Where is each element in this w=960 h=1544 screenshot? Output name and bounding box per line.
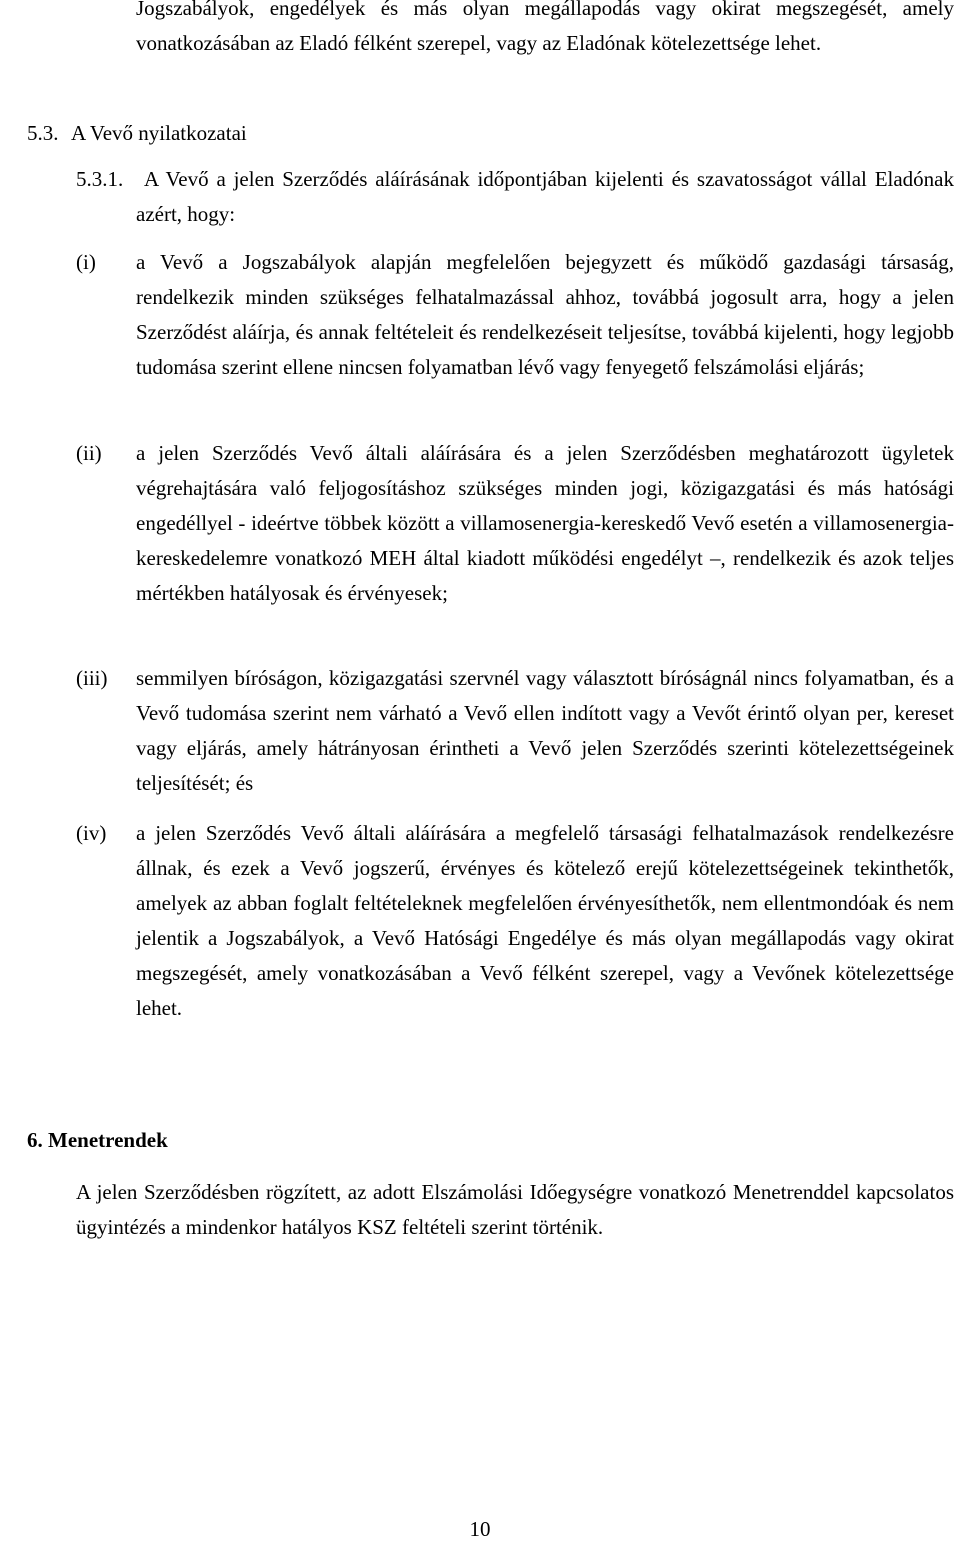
subsection-heading <box>27 116 247 151</box>
item-text: semmilyen bíróságon, közigazgatási szervnél vagy választott bíróságnál nincs folyamatban, és a Vevő tudomása szerint nem várható a Vevő ellen indított vagy a Vevőt érintő olyan per, kereset vagy eljárás, amely hátrányosan érintheti a Vevő jelen Szerződés szerinti kötelezettségeinek teljesítését; és <box>136 666 954 795</box>
item-text: a Vevő a Jogszabályok alapján megfelelően bejegyzett és működő gazdasági társaság, rendelkezik minden szükséges felhatalmazással ahhoz, továbbá jogosult arra, hogy a jelen Szerződést aláírja, és annak feltételeit és rendelkezéseit teljesítse, továbbá kijelenti, hogy legjobb tudomása szerint ellene nincsen folyamatban lévő vagy fenyegető felszámolási eljárás; <box>136 250 954 379</box>
item-text: a jelen Szerződés Vevő általi aláírására a megfelelő társasági felhatalmazások rendelkezésre állnak, és ezek a Vevő jogszerű, érvényes és kötelező erejű kötelezettségeinek tekinthetők, amelyek az abban foglalt feltételeknek megfelelően érvényesíthetők, nem ellentmondóak és nem jelentik a Jogszabályok, a Vevő Hatósági Engedélye és más olyan megállapodás vagy okirat megszegését, amely vonatkozásában a Vevő félként szerepel, vagy a Vevőnek kötelezettsége lehet. <box>136 821 954 1020</box>
item-label: (iv) <box>76 821 107 845</box>
item-label: (iii) <box>76 666 108 690</box>
section-heading: 6. Menetrendek <box>27 1128 168 1152</box>
item-text: a jelen Szerződés Vevő általi aláírására és a jelen Szerződésben meghatározott ügyletek végrehajtására való feljogosításhoz szükséges minden jogi, közigazgatási és más hatósági engedéllyel - ideértve többek között a villamosenergia-kereskedő Vevő esetén a villamosenergia-kereskedelemre vonatkozó MEH által kiadott működési engedélyt –, rendelkezik és azok teljes mértékben hatályosak és érvényesek; <box>136 441 954 605</box>
subsection-number: 5.3. <box>27 121 59 145</box>
clause-number: 5.3.1. <box>76 167 124 191</box>
item-label: (ii) <box>76 441 102 465</box>
intro-paragraph: Jogszabályok, engedélyek és más olyan megállapodás vagy okirat megszegését, amely vonatkozásában az Eladó félként szerepel, vagy az Eladónak kötelezettsége lehet. <box>136 0 954 55</box>
section-text: A jelen Szerződésben rögzített, az adott Elszámolási Időegységre vonatkozó Menetrenddel kapcsolatos ügyintézés a mindenkor hatályos KSZ feltételi szerint történik. <box>76 1180 954 1239</box>
page-number: 10 <box>469 1517 491 1541</box>
clause-text: A Vevő a jelen Szerződés aláírásának időpontjában kijelenti és szavatosságot vállal Eladónak azért, hogy: <box>136 167 954 226</box>
item-label: (i) <box>76 250 96 274</box>
subsection-title: A Vevő nyilatkozatai <box>71 121 247 145</box>
